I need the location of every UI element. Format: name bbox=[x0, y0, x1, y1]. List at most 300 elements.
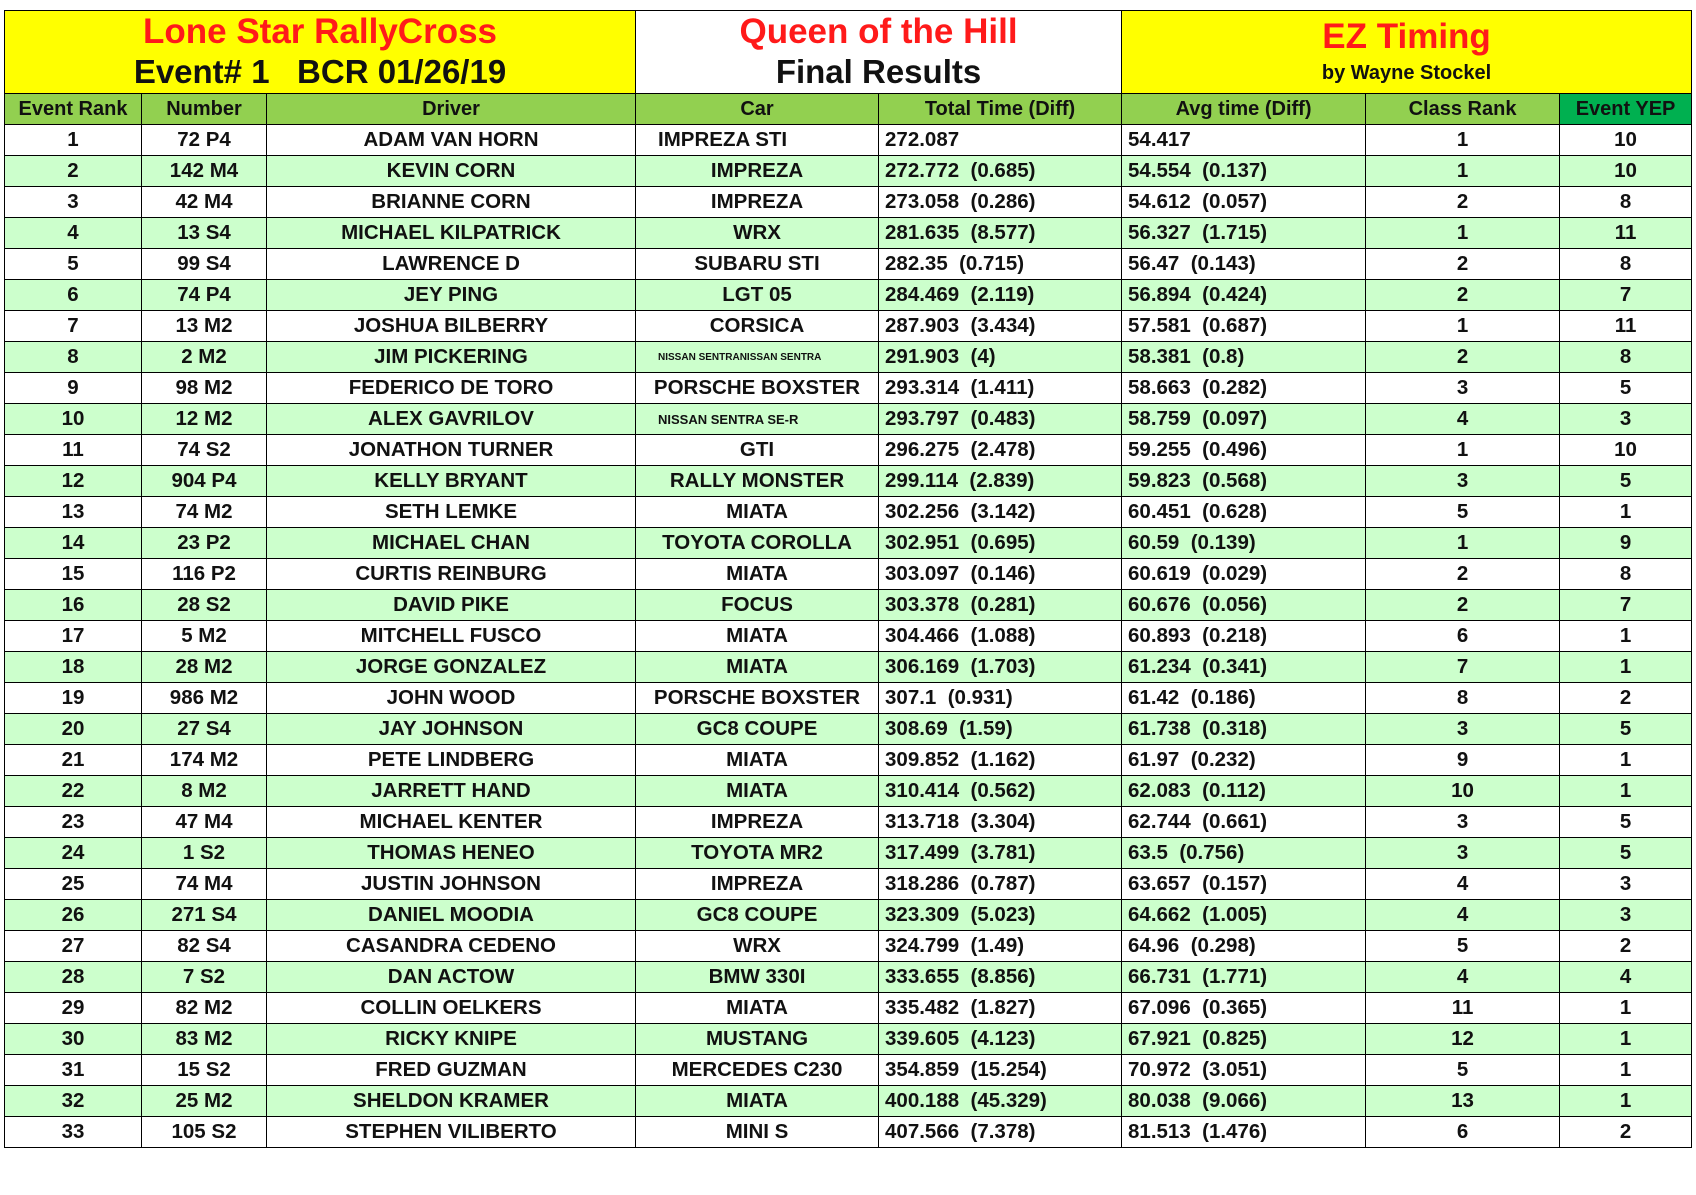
title-banner bbox=[5, 11, 1692, 94]
avg-time-cell: 54.417 bbox=[1122, 125, 1366, 156]
class-rank-cell: 4 bbox=[1366, 900, 1560, 931]
total-time-cell: 339.605 (4.123) bbox=[879, 1024, 1122, 1055]
car-cell: NISSAN SENTRANISSAN SENTRA bbox=[636, 342, 879, 373]
event-rank-cell: 33 bbox=[5, 1117, 142, 1148]
event-rank-cell: 8 bbox=[5, 342, 142, 373]
car-cell: BMW 330I bbox=[636, 962, 879, 993]
avg-time-cell: 61.42 (0.186) bbox=[1122, 683, 1366, 714]
total-time-cell: 304.466 (1.088) bbox=[879, 621, 1122, 652]
class-rank-cell: 4 bbox=[1366, 962, 1560, 993]
car-number-cell: 28 S2 bbox=[142, 590, 267, 621]
event-yep-cell: 3 bbox=[1560, 869, 1692, 900]
event-rank-cell: 20 bbox=[5, 714, 142, 745]
car-cell: MUSTANG bbox=[636, 1024, 879, 1055]
total-time-cell: 333.655 (8.856) bbox=[879, 962, 1122, 993]
table-row bbox=[5, 931, 1692, 962]
car-number-cell: 5 M2 bbox=[142, 621, 267, 652]
total-time-cell: 308.69 (1.59) bbox=[879, 714, 1122, 745]
car-cell: WRX bbox=[636, 218, 879, 249]
event-yep-cell: 1 bbox=[1560, 776, 1692, 807]
event-info: Event# 1 BCR 01/26/19 bbox=[133, 53, 507, 90]
total-time-cell: 307.1 (0.931) bbox=[879, 683, 1122, 714]
car-cell: IMPREZA bbox=[636, 156, 879, 187]
event-yep-cell: 1 bbox=[1560, 1086, 1692, 1117]
class-rank-cell: 1 bbox=[1366, 435, 1560, 466]
avg-time-cell: 57.581 (0.687) bbox=[1122, 311, 1366, 342]
table-row bbox=[5, 466, 1692, 497]
avg-time-cell: 61.97 (0.232) bbox=[1122, 745, 1366, 776]
car-cell: IMPREZA bbox=[636, 187, 879, 218]
driver-cell: CASANDRA CEDENO bbox=[267, 931, 636, 962]
class-rank-cell: 3 bbox=[1366, 466, 1560, 497]
car-cell: GC8 COUPE bbox=[636, 900, 879, 931]
league-title: Lone Star RallyCross bbox=[143, 12, 497, 51]
event-rank-cell: 31 bbox=[5, 1055, 142, 1086]
car-number-cell: 28 M2 bbox=[142, 652, 267, 683]
car-cell: MIATA bbox=[636, 993, 879, 1024]
car-number-cell: 27 S4 bbox=[142, 714, 267, 745]
timing-title: EZ Timing bbox=[1322, 17, 1491, 56]
table-row bbox=[5, 1024, 1692, 1055]
avg-time-cell: 59.255 (0.496) bbox=[1122, 435, 1366, 466]
avg-time-cell: 60.619 (0.029) bbox=[1122, 559, 1366, 590]
avg-time-cell: 80.038 (9.066) bbox=[1122, 1086, 1366, 1117]
driver-cell: MICHAEL CHAN bbox=[267, 528, 636, 559]
event-rank-cell: 3 bbox=[5, 187, 142, 218]
car-number-cell: 1 S2 bbox=[142, 838, 267, 869]
event-rank-cell: 26 bbox=[5, 900, 142, 931]
avg-time-cell: 54.554 (0.137) bbox=[1122, 156, 1366, 187]
car-number-cell: 13 S4 bbox=[142, 218, 267, 249]
avg-time-cell: 60.676 (0.056) bbox=[1122, 590, 1366, 621]
driver-cell: FEDERICO DE TORO bbox=[267, 373, 636, 404]
car-cell: MIATA bbox=[636, 652, 879, 683]
car-cell: LGT 05 bbox=[636, 280, 879, 311]
col-header-car: Car bbox=[636, 94, 879, 125]
class-rank-cell: 1 bbox=[1366, 218, 1560, 249]
event-rank-cell: 27 bbox=[5, 931, 142, 962]
driver-cell: SETH LEMKE bbox=[267, 497, 636, 528]
car-cell: MIATA bbox=[636, 745, 879, 776]
driver-cell: SHELDON KRAMER bbox=[267, 1086, 636, 1117]
total-time-cell: 272.772 (0.685) bbox=[879, 156, 1122, 187]
event-rank-cell: 13 bbox=[5, 497, 142, 528]
car-cell: MINI S bbox=[636, 1117, 879, 1148]
car-cell: IMPREZA bbox=[636, 869, 879, 900]
timing-title-cell bbox=[1122, 11, 1692, 94]
class-rank-cell: 5 bbox=[1366, 1055, 1560, 1086]
car-cell: TOYOTA COROLLA bbox=[636, 528, 879, 559]
avg-time-cell: 56.47 (0.143) bbox=[1122, 249, 1366, 280]
total-time-cell: 272.087 bbox=[879, 125, 1122, 156]
car-number-cell: 25 M2 bbox=[142, 1086, 267, 1117]
event-yep-cell: 8 bbox=[1560, 187, 1692, 218]
col-header-event-yep: Event YEP bbox=[1560, 94, 1692, 125]
event-yep-cell: 1 bbox=[1560, 652, 1692, 683]
avg-time-cell: 60.893 (0.218) bbox=[1122, 621, 1366, 652]
avg-time-cell: 56.894 (0.424) bbox=[1122, 280, 1366, 311]
total-time-cell: 335.482 (1.827) bbox=[879, 993, 1122, 1024]
car-number-cell: 98 M2 bbox=[142, 373, 267, 404]
event-yep-cell: 10 bbox=[1560, 125, 1692, 156]
total-time-cell: 302.256 (3.142) bbox=[879, 497, 1122, 528]
class-rank-cell: 2 bbox=[1366, 280, 1560, 311]
driver-cell: JUSTIN JOHNSON bbox=[267, 869, 636, 900]
table-row bbox=[5, 683, 1692, 714]
avg-time-cell: 58.381 (0.8) bbox=[1122, 342, 1366, 373]
total-time-cell: 313.718 (3.304) bbox=[879, 807, 1122, 838]
total-time-cell: 303.097 (0.146) bbox=[879, 559, 1122, 590]
results-subtitle: Final Results bbox=[775, 53, 982, 90]
event-yep-cell: 8 bbox=[1560, 559, 1692, 590]
table-row bbox=[5, 869, 1692, 900]
car-number-cell: 82 S4 bbox=[142, 931, 267, 962]
total-time-cell: 284.469 (2.119) bbox=[879, 280, 1122, 311]
table-row bbox=[5, 435, 1692, 466]
table-row bbox=[5, 218, 1692, 249]
col-header-class-rank: Class Rank bbox=[1366, 94, 1560, 125]
event-yep-cell: 2 bbox=[1560, 683, 1692, 714]
avg-time-cell: 54.612 (0.057) bbox=[1122, 187, 1366, 218]
driver-cell: FRED GUZMAN bbox=[267, 1055, 636, 1086]
avg-time-cell: 63.657 (0.157) bbox=[1122, 869, 1366, 900]
avg-time-cell: 59.823 (0.568) bbox=[1122, 466, 1366, 497]
class-rank-cell: 2 bbox=[1366, 342, 1560, 373]
event-yep-cell: 1 bbox=[1560, 1024, 1692, 1055]
class-rank-cell: 2 bbox=[1366, 559, 1560, 590]
car-number-cell: 105 S2 bbox=[142, 1117, 267, 1148]
event-rank-cell: 25 bbox=[5, 869, 142, 900]
car-cell: MIATA bbox=[636, 776, 879, 807]
total-time-cell: 324.799 (1.49) bbox=[879, 931, 1122, 962]
driver-cell: RICKY KNIPE bbox=[267, 1024, 636, 1055]
driver-cell: JORGE GONZALEZ bbox=[267, 652, 636, 683]
car-cell: PORSCHE BOXSTER bbox=[636, 373, 879, 404]
avg-time-cell: 61.738 (0.318) bbox=[1122, 714, 1366, 745]
car-cell: WRX bbox=[636, 931, 879, 962]
event-yep-cell: 8 bbox=[1560, 342, 1692, 373]
col-header-driver: Driver bbox=[267, 94, 636, 125]
table-row bbox=[5, 249, 1692, 280]
class-rank-cell: 6 bbox=[1366, 621, 1560, 652]
class-rank-cell: 5 bbox=[1366, 931, 1560, 962]
total-time-cell: 303.378 (0.281) bbox=[879, 590, 1122, 621]
avg-time-cell: 56.327 (1.715) bbox=[1122, 218, 1366, 249]
table-row bbox=[5, 156, 1692, 187]
event-rank-cell: 2 bbox=[5, 156, 142, 187]
car-cell: PORSCHE BOXSTER bbox=[636, 683, 879, 714]
event-rank-cell: 23 bbox=[5, 807, 142, 838]
car-cell: SUBARU STI bbox=[636, 249, 879, 280]
avg-time-cell: 66.731 (1.771) bbox=[1122, 962, 1366, 993]
event-rank-cell: 4 bbox=[5, 218, 142, 249]
table-row bbox=[5, 187, 1692, 218]
driver-cell: COLLIN OELKERS bbox=[267, 993, 636, 1024]
event-rank-cell: 6 bbox=[5, 280, 142, 311]
table-row bbox=[5, 559, 1692, 590]
total-time-cell: 400.188 (45.329) bbox=[879, 1086, 1122, 1117]
car-number-cell: 116 P2 bbox=[142, 559, 267, 590]
driver-cell: STEPHEN VILIBERTO bbox=[267, 1117, 636, 1148]
total-time-cell: 306.169 (1.703) bbox=[879, 652, 1122, 683]
table-row bbox=[5, 807, 1692, 838]
event-yep-cell: 1 bbox=[1560, 1055, 1692, 1086]
avg-time-cell: 64.662 (1.005) bbox=[1122, 900, 1366, 931]
total-time-cell: 354.859 (15.254) bbox=[879, 1055, 1122, 1086]
car-number-cell: 174 M2 bbox=[142, 745, 267, 776]
total-time-cell: 293.314 (1.411) bbox=[879, 373, 1122, 404]
total-time-cell: 287.903 (3.434) bbox=[879, 311, 1122, 342]
col-header-event-rank: Event Rank bbox=[5, 94, 142, 125]
car-cell: RALLY MONSTER bbox=[636, 466, 879, 497]
car-number-cell: 23 P2 bbox=[142, 528, 267, 559]
car-number-cell: 99 S4 bbox=[142, 249, 267, 280]
table-row bbox=[5, 776, 1692, 807]
car-cell: GC8 COUPE bbox=[636, 714, 879, 745]
driver-cell: MICHAEL KENTER bbox=[267, 807, 636, 838]
avg-time-cell: 67.096 (0.365) bbox=[1122, 993, 1366, 1024]
event-rank-cell: 28 bbox=[5, 962, 142, 993]
event-yep-cell: 11 bbox=[1560, 218, 1692, 249]
total-time-cell: 302.951 (0.695) bbox=[879, 528, 1122, 559]
event-rank-cell: 24 bbox=[5, 838, 142, 869]
driver-cell: JOHN WOOD bbox=[267, 683, 636, 714]
class-rank-cell: 2 bbox=[1366, 187, 1560, 218]
car-cell: TOYOTA MR2 bbox=[636, 838, 879, 869]
event-yep-cell: 2 bbox=[1560, 1117, 1692, 1148]
driver-cell: ADAM VAN HORN bbox=[267, 125, 636, 156]
table-row bbox=[5, 962, 1692, 993]
event-yep-cell: 3 bbox=[1560, 404, 1692, 435]
total-time-cell: 281.635 (8.577) bbox=[879, 218, 1122, 249]
event-rank-cell: 19 bbox=[5, 683, 142, 714]
class-rank-cell: 3 bbox=[1366, 838, 1560, 869]
driver-cell: DANIEL MOODIA bbox=[267, 900, 636, 931]
total-time-cell: 291.903 (4) bbox=[879, 342, 1122, 373]
class-rank-cell: 3 bbox=[1366, 807, 1560, 838]
event-yep-cell: 1 bbox=[1560, 497, 1692, 528]
driver-cell: BRIANNE CORN bbox=[267, 187, 636, 218]
car-number-cell: 72 P4 bbox=[142, 125, 267, 156]
car-number-cell: 986 M2 bbox=[142, 683, 267, 714]
table-row bbox=[5, 900, 1692, 931]
total-time-cell: 323.309 (5.023) bbox=[879, 900, 1122, 931]
table-row bbox=[5, 404, 1692, 435]
avg-time-cell: 60.59 (0.139) bbox=[1122, 528, 1366, 559]
col-header-number: Number bbox=[142, 94, 267, 125]
event-rank-cell: 1 bbox=[5, 125, 142, 156]
driver-cell: KEVIN CORN bbox=[267, 156, 636, 187]
car-number-cell: 8 M2 bbox=[142, 776, 267, 807]
class-rank-cell: 13 bbox=[1366, 1086, 1560, 1117]
results-table bbox=[4, 10, 1692, 1148]
car-number-cell: 74 M4 bbox=[142, 869, 267, 900]
table-row bbox=[5, 745, 1692, 776]
event-rank-cell: 32 bbox=[5, 1086, 142, 1117]
car-number-cell: 142 M4 bbox=[142, 156, 267, 187]
class-rank-cell: 10 bbox=[1366, 776, 1560, 807]
table-row bbox=[5, 125, 1692, 156]
event-yep-cell: 1 bbox=[1560, 993, 1692, 1024]
car-number-cell: 74 S2 bbox=[142, 435, 267, 466]
total-time-cell: 299.114 (2.839) bbox=[879, 466, 1122, 497]
event-rank-cell: 14 bbox=[5, 528, 142, 559]
class-rank-cell: 8 bbox=[1366, 683, 1560, 714]
class-rank-cell: 1 bbox=[1366, 311, 1560, 342]
car-cell: MIATA bbox=[636, 559, 879, 590]
event-rank-cell: 12 bbox=[5, 466, 142, 497]
avg-time-cell: 81.513 (1.476) bbox=[1122, 1117, 1366, 1148]
table-row bbox=[5, 528, 1692, 559]
event-yep-cell: 10 bbox=[1560, 156, 1692, 187]
driver-cell: MICHAEL KILPATRICK bbox=[267, 218, 636, 249]
car-cell: MERCEDES C230 bbox=[636, 1055, 879, 1086]
event-rank-cell: 29 bbox=[5, 993, 142, 1024]
event-rank-cell: 16 bbox=[5, 590, 142, 621]
event-rank-cell: 7 bbox=[5, 311, 142, 342]
avg-time-cell: 61.234 (0.341) bbox=[1122, 652, 1366, 683]
class-rank-cell: 1 bbox=[1366, 125, 1560, 156]
table-row bbox=[5, 497, 1692, 528]
class-rank-cell: 1 bbox=[1366, 528, 1560, 559]
driver-cell: JAY JOHNSON bbox=[267, 714, 636, 745]
event-title-cell bbox=[636, 11, 1122, 94]
table-row bbox=[5, 1055, 1692, 1086]
table-row bbox=[5, 590, 1692, 621]
driver-cell: ALEX GAVRILOV bbox=[267, 404, 636, 435]
event-yep-cell: 1 bbox=[1560, 621, 1692, 652]
car-cell: FOCUS bbox=[636, 590, 879, 621]
car-cell: MIATA bbox=[636, 1086, 879, 1117]
event-rank-cell: 21 bbox=[5, 745, 142, 776]
class-rank-cell: 12 bbox=[1366, 1024, 1560, 1055]
event-yep-cell: 8 bbox=[1560, 249, 1692, 280]
event-yep-cell: 4 bbox=[1560, 962, 1692, 993]
table-row bbox=[5, 838, 1692, 869]
car-number-cell: 42 M4 bbox=[142, 187, 267, 218]
total-time-cell: 296.275 (2.478) bbox=[879, 435, 1122, 466]
event-yep-cell: 7 bbox=[1560, 590, 1692, 621]
avg-time-cell: 62.083 (0.112) bbox=[1122, 776, 1366, 807]
event-rank-cell: 30 bbox=[5, 1024, 142, 1055]
avg-time-cell: 58.759 (0.097) bbox=[1122, 404, 1366, 435]
event-yep-cell: 7 bbox=[1560, 280, 1692, 311]
total-time-cell: 282.35 (0.715) bbox=[879, 249, 1122, 280]
driver-cell: JEY PING bbox=[267, 280, 636, 311]
event-rank-cell: 18 bbox=[5, 652, 142, 683]
table-row bbox=[5, 342, 1692, 373]
class-rank-cell: 4 bbox=[1366, 869, 1560, 900]
league-title-cell bbox=[5, 11, 636, 94]
table-row bbox=[5, 311, 1692, 342]
avg-time-cell: 70.972 (3.051) bbox=[1122, 1055, 1366, 1086]
car-number-cell: 904 P4 bbox=[142, 466, 267, 497]
event-rank-cell: 17 bbox=[5, 621, 142, 652]
class-rank-cell: 9 bbox=[1366, 745, 1560, 776]
table-row bbox=[5, 373, 1692, 404]
car-number-cell: 271 S4 bbox=[142, 900, 267, 931]
event-yep-cell: 5 bbox=[1560, 714, 1692, 745]
driver-cell: JARRETT HAND bbox=[267, 776, 636, 807]
timing-credit: by Wayne Stockel bbox=[1321, 62, 1492, 84]
col-header-avg-time: Avg time (Diff) bbox=[1122, 94, 1366, 125]
driver-cell: DAVID PIKE bbox=[267, 590, 636, 621]
driver-cell: JIM PICKERING bbox=[267, 342, 636, 373]
car-number-cell: 83 M2 bbox=[142, 1024, 267, 1055]
event-rank-cell: 15 bbox=[5, 559, 142, 590]
class-rank-cell: 6 bbox=[1366, 1117, 1560, 1148]
class-rank-cell: 5 bbox=[1366, 497, 1560, 528]
car-number-cell: 12 M2 bbox=[142, 404, 267, 435]
event-yep-cell: 11 bbox=[1560, 311, 1692, 342]
driver-cell: KELLY BRYANT bbox=[267, 466, 636, 497]
column-header-row bbox=[5, 94, 1692, 125]
event-title: Queen of the Hill bbox=[739, 12, 1018, 51]
car-cell: MIATA bbox=[636, 497, 879, 528]
event-yep-cell: 3 bbox=[1560, 900, 1692, 931]
class-rank-cell: 1 bbox=[1366, 156, 1560, 187]
class-rank-cell: 11 bbox=[1366, 993, 1560, 1024]
car-number-cell: 74 M2 bbox=[142, 497, 267, 528]
avg-time-cell: 63.5 (0.756) bbox=[1122, 838, 1366, 869]
event-yep-cell: 2 bbox=[1560, 931, 1692, 962]
avg-time-cell: 64.96 (0.298) bbox=[1122, 931, 1366, 962]
total-time-cell: 407.566 (7.378) bbox=[879, 1117, 1122, 1148]
car-cell: IMPREZA bbox=[636, 807, 879, 838]
driver-cell: CURTIS REINBURG bbox=[267, 559, 636, 590]
event-yep-cell: 5 bbox=[1560, 466, 1692, 497]
table-row bbox=[5, 714, 1692, 745]
event-yep-cell: 5 bbox=[1560, 838, 1692, 869]
car-number-cell: 13 M2 bbox=[142, 311, 267, 342]
event-yep-cell: 5 bbox=[1560, 373, 1692, 404]
table-row bbox=[5, 621, 1692, 652]
event-rank-cell: 9 bbox=[5, 373, 142, 404]
col-header-total-time: Total Time (Diff) bbox=[879, 94, 1122, 125]
event-yep-cell: 10 bbox=[1560, 435, 1692, 466]
total-time-cell: 293.797 (0.483) bbox=[879, 404, 1122, 435]
event-yep-cell: 9 bbox=[1560, 528, 1692, 559]
car-number-cell: 15 S2 bbox=[142, 1055, 267, 1086]
car-cell: IMPREZA STI bbox=[636, 125, 879, 156]
avg-time-cell: 58.663 (0.282) bbox=[1122, 373, 1366, 404]
car-number-cell: 74 P4 bbox=[142, 280, 267, 311]
event-rank-cell: 22 bbox=[5, 776, 142, 807]
car-cell: GTI bbox=[636, 435, 879, 466]
table-row bbox=[5, 280, 1692, 311]
table-row bbox=[5, 652, 1692, 683]
car-cell: MIATA bbox=[636, 621, 879, 652]
total-time-cell: 317.499 (3.781) bbox=[879, 838, 1122, 869]
driver-cell: MITCHELL FUSCO bbox=[267, 621, 636, 652]
car-cell: NISSAN SENTRA SE-R bbox=[636, 404, 879, 435]
driver-cell: LAWRENCE D bbox=[267, 249, 636, 280]
event-yep-cell: 1 bbox=[1560, 745, 1692, 776]
event-rank-cell: 11 bbox=[5, 435, 142, 466]
event-rank-cell: 10 bbox=[5, 404, 142, 435]
driver-cell: PETE LINDBERG bbox=[267, 745, 636, 776]
class-rank-cell: 4 bbox=[1366, 404, 1560, 435]
class-rank-cell: 2 bbox=[1366, 590, 1560, 621]
avg-time-cell: 67.921 (0.825) bbox=[1122, 1024, 1366, 1055]
avg-time-cell: 62.744 (0.661) bbox=[1122, 807, 1366, 838]
driver-cell: JOSHUA BILBERRY bbox=[267, 311, 636, 342]
avg-time-cell: 60.451 (0.628) bbox=[1122, 497, 1366, 528]
class-rank-cell: 3 bbox=[1366, 714, 1560, 745]
results-sheet bbox=[4, 10, 1691, 1148]
car-number-cell: 2 M2 bbox=[142, 342, 267, 373]
car-number-cell: 82 M2 bbox=[142, 993, 267, 1024]
